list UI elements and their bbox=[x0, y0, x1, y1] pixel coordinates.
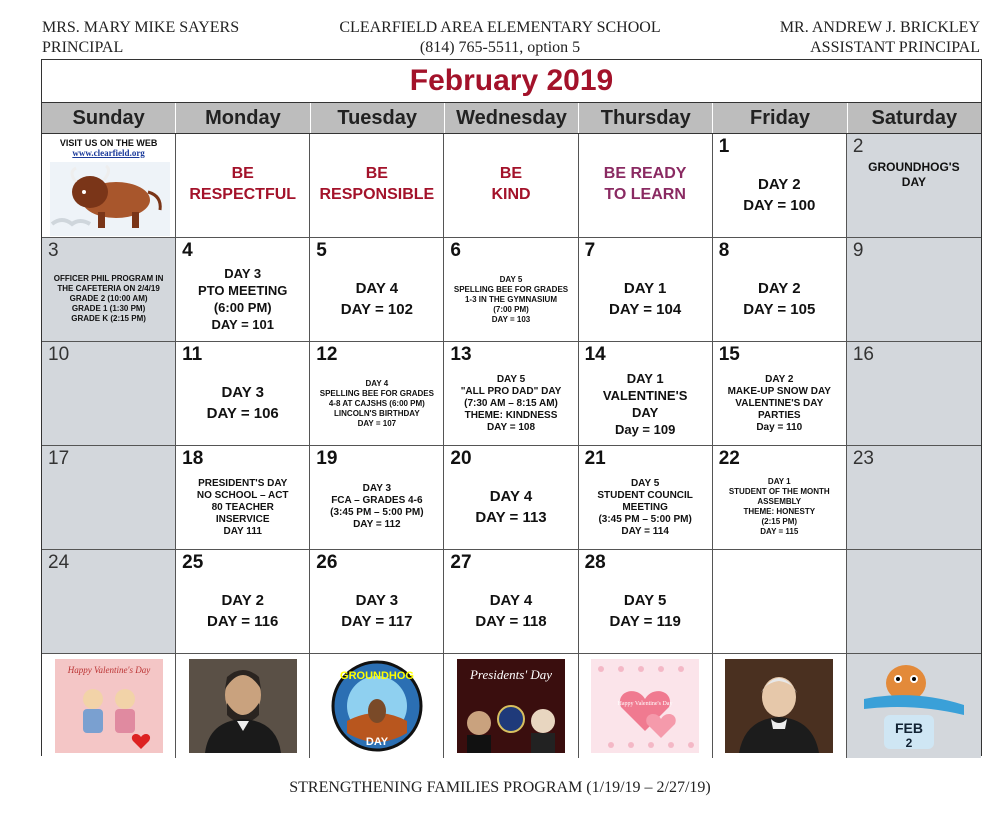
feb-sign-number: 2 bbox=[905, 736, 913, 750]
event-line: THEME: KINDNESS bbox=[464, 409, 558, 421]
day-number: 4 bbox=[182, 240, 193, 261]
day-number: 14 bbox=[584, 344, 606, 365]
event-line: Day = 109 bbox=[614, 421, 676, 437]
day-number: 9 bbox=[852, 240, 864, 261]
day-number: 1 bbox=[718, 136, 730, 157]
event-line: "ALL PRO DAD" DAY bbox=[460, 385, 562, 397]
day-cell-value-responsible bbox=[310, 134, 444, 238]
event-line: DAY 3 bbox=[355, 591, 399, 609]
day-number: 13 bbox=[450, 344, 472, 365]
day-number: 15 bbox=[718, 344, 740, 365]
day-number: 27 bbox=[450, 552, 472, 573]
day-number: 21 bbox=[584, 448, 606, 469]
event-line: DAY = 107 bbox=[357, 418, 397, 428]
web-label: VISIT US ON THE WEB bbox=[59, 138, 158, 148]
event-line: DAY = 116 bbox=[207, 612, 279, 630]
day-number: 24 bbox=[48, 552, 70, 573]
event-line: DAY 3 bbox=[221, 383, 264, 401]
day-number: 8 bbox=[718, 240, 730, 261]
day-cell-28 bbox=[579, 550, 713, 654]
day-cell-6 bbox=[444, 238, 578, 342]
heart-picture-text: Happy Valentine's Day bbox=[617, 701, 673, 707]
day-cell-25 bbox=[176, 550, 310, 654]
event-line: (3:45 PM – 5:00 PM) bbox=[598, 513, 692, 525]
assistant-principal-role: ASSISTANT PRINCIPAL bbox=[810, 39, 980, 56]
day-cell-15 bbox=[713, 342, 847, 446]
event-line: 80 TEACHER bbox=[211, 501, 274, 513]
event-line: STUDENT OF THE MONTH bbox=[728, 486, 830, 496]
event-line: GRADE K (2:15 PM) bbox=[71, 313, 146, 323]
presidents-day-picture bbox=[457, 659, 565, 753]
event-line: MEETING bbox=[622, 501, 668, 513]
empty-cell bbox=[713, 550, 847, 654]
weekday-tuesday: Tuesday bbox=[311, 103, 445, 133]
event-line: 1-3 IN THE GYMNASIUM bbox=[464, 294, 557, 304]
picture-cell bbox=[176, 654, 310, 758]
day-cell-value-ready bbox=[579, 134, 713, 238]
assistant-principal-name: MR. ANDREW J. BRICKLEY bbox=[779, 19, 980, 36]
day-number: 12 bbox=[316, 344, 338, 365]
event-line: DAY 3 bbox=[362, 482, 392, 494]
event-line: DAY = 102 bbox=[340, 300, 413, 318]
event-line: DAY 4 bbox=[489, 487, 533, 505]
day-cell-10 bbox=[42, 342, 176, 446]
event-line: GRADE 1 (1:30 PM) bbox=[71, 303, 146, 313]
picture-cell bbox=[444, 654, 578, 758]
event-line: DAY bbox=[632, 404, 659, 420]
event-line: Day = 110 bbox=[756, 421, 803, 433]
weekday-saturday: Saturday bbox=[848, 103, 981, 133]
weekday-friday: Friday bbox=[713, 103, 847, 133]
event-line: DAY 5 bbox=[496, 373, 526, 385]
day-cell-14 bbox=[579, 342, 713, 446]
day-number: 26 bbox=[316, 552, 338, 573]
value-line: BE READY bbox=[603, 164, 687, 182]
event-line: DAY = 114 bbox=[621, 525, 669, 537]
day-number: 20 bbox=[450, 448, 472, 469]
weekday-header bbox=[42, 103, 981, 134]
day-number: 5 bbox=[316, 240, 327, 261]
assistant-principal-block bbox=[780, 18, 980, 58]
calendar-grid bbox=[42, 134, 981, 654]
day-number: 3 bbox=[48, 240, 59, 261]
day-cell-3 bbox=[42, 238, 176, 342]
day-number: 2 bbox=[852, 136, 864, 157]
day-cell-9 bbox=[847, 238, 981, 342]
picture-row bbox=[42, 654, 981, 758]
event-line: VALENTINE'S DAY bbox=[735, 397, 824, 409]
day-cell-18 bbox=[176, 446, 310, 550]
web-link[interactable]: www.clearfield.org bbox=[72, 148, 145, 158]
valentine-picture-text: Happy Valentine's Day bbox=[67, 665, 150, 675]
event-line: DAY = 106 bbox=[206, 404, 279, 422]
day-cell-11 bbox=[176, 342, 310, 446]
event-line: DAY 5 bbox=[630, 477, 660, 489]
event-line: LINCOLN'S BIRTHDAY bbox=[334, 408, 420, 418]
value-line: RESPONSIBLE bbox=[319, 185, 435, 203]
event-line: DAY 2 bbox=[758, 279, 801, 297]
event-line: DAY = 115 bbox=[760, 526, 799, 536]
weekday-thursday: Thursday bbox=[579, 103, 713, 133]
event-line: DAY = 100 bbox=[743, 196, 816, 214]
event-line: PRESIDENT'S DAY bbox=[198, 477, 288, 489]
value-line: TO LEARN bbox=[604, 185, 686, 203]
day-number: 25 bbox=[182, 552, 204, 573]
event-line: DAY = 117 bbox=[341, 612, 413, 630]
event-line: (6:00 PM) bbox=[213, 299, 272, 315]
groundhog-badge-top: GROUNDHOG bbox=[339, 670, 414, 682]
day-cell-13 bbox=[444, 342, 578, 446]
day-cell-value-respectful bbox=[176, 134, 310, 238]
principal-name: MRS. MARY MIKE SAYERS bbox=[42, 19, 240, 36]
event-line: DAY = 113 bbox=[475, 508, 547, 526]
event-line: DAY = 112 bbox=[353, 518, 401, 530]
value-line: BE bbox=[231, 164, 254, 182]
event-line: DAY 3 bbox=[224, 265, 262, 281]
event-line: THEME: HONESTY bbox=[743, 506, 816, 516]
event-line: (7:30 AM – 8:15 AM) bbox=[464, 397, 558, 409]
day-number: 10 bbox=[48, 344, 70, 365]
valentine-children-picture bbox=[55, 659, 163, 753]
event-line: DAY = 108 bbox=[486, 421, 536, 433]
event-line: GRADE 2 (10:00 AM) bbox=[69, 293, 148, 303]
event-line: PARTIES bbox=[757, 409, 801, 421]
day-number: 7 bbox=[584, 240, 596, 261]
principal-role: PRINCIPAL bbox=[42, 39, 124, 56]
groundhog-badge-bottom: DAY bbox=[365, 736, 388, 748]
event-line: STUDENT COUNCIL bbox=[597, 489, 693, 501]
day-cell-20 bbox=[444, 446, 578, 550]
day-number: 18 bbox=[182, 448, 204, 469]
event-line: DAY 2 bbox=[221, 591, 264, 609]
event-line: DAY = 103 bbox=[491, 314, 531, 324]
value-line: RESPECTFUL bbox=[189, 185, 297, 203]
event-line: SPELLING BEE FOR GRADES bbox=[319, 388, 434, 398]
event-line: ASSEMBLY bbox=[757, 496, 802, 506]
event-line: DAY 4 bbox=[489, 591, 533, 609]
event-line: DAY 2 bbox=[758, 175, 801, 193]
event-line: DAY 2 bbox=[765, 373, 794, 385]
weekday-wednesday: Wednesday bbox=[445, 103, 579, 133]
event-line: INSERVICE bbox=[215, 513, 270, 525]
day-cell-1 bbox=[713, 134, 847, 238]
picture-cell bbox=[713, 654, 847, 758]
day-number: 22 bbox=[718, 448, 740, 469]
day-cell-19 bbox=[310, 446, 444, 550]
day-number: 19 bbox=[316, 448, 338, 469]
day-number: 28 bbox=[584, 552, 606, 573]
day-cell-5 bbox=[310, 238, 444, 342]
weekday-sunday: Sunday bbox=[42, 103, 176, 133]
event-line: THE CAFETERIA ON 2/4/19 bbox=[57, 283, 160, 293]
groundhog-day-badge-icon bbox=[323, 659, 431, 753]
event-line: VALENTINE'S bbox=[602, 387, 688, 403]
web-cell bbox=[42, 134, 176, 238]
event-line: DAY = 119 bbox=[609, 612, 681, 630]
calendar bbox=[41, 59, 982, 756]
day-number: 16 bbox=[852, 344, 874, 365]
event-line: DAY 4 bbox=[355, 279, 399, 297]
event-line: (7:00 PM) bbox=[493, 304, 529, 314]
event-line: (3:45 PM – 5:00 PM) bbox=[330, 506, 424, 518]
groundhog-feb-2-picture bbox=[860, 659, 968, 753]
day-cell-8 bbox=[713, 238, 847, 342]
event-line: FCA – GRADES 4-6 bbox=[331, 494, 423, 506]
event-line: DAY = 118 bbox=[475, 612, 547, 630]
event-line: (2:15 PM) bbox=[761, 516, 798, 526]
day-number: 11 bbox=[182, 344, 203, 365]
day-cell-21 bbox=[579, 446, 713, 550]
day-cell-16 bbox=[847, 342, 981, 446]
day-cell-22 bbox=[713, 446, 847, 550]
picture-cell bbox=[847, 654, 981, 758]
event-line: DAY = 104 bbox=[609, 300, 682, 318]
event-line: DAY 4 bbox=[365, 378, 389, 388]
day-number: 6 bbox=[450, 240, 461, 261]
picture-cell bbox=[310, 654, 444, 758]
value-line: BE bbox=[365, 164, 388, 182]
bison-mascot-icon bbox=[50, 162, 170, 236]
day-cell-23 bbox=[847, 446, 981, 550]
day-cell-27 bbox=[444, 550, 578, 654]
picture-cell bbox=[42, 654, 176, 758]
day-cell-value-kind bbox=[444, 134, 578, 238]
event-line: DAY 5 bbox=[499, 274, 523, 284]
event-line: NO SCHOOL – ACT bbox=[196, 489, 289, 501]
day-cell-4 bbox=[176, 238, 310, 342]
day-cell-12 bbox=[310, 342, 444, 446]
value-line: KIND bbox=[491, 185, 531, 203]
school-name: CLEARFIELD AREA ELEMENTARY SCHOOL bbox=[339, 19, 661, 36]
footer-program: STRENGTHENING FAMILIES PROGRAM (1/19/19 – 2/27/19) bbox=[289, 779, 711, 796]
event-line: DAY = 105 bbox=[743, 300, 816, 318]
event-line: PTO MEETING bbox=[198, 282, 288, 298]
washington-portrait-picture bbox=[725, 659, 833, 753]
school-phone: (814) 765-5511, option 5 bbox=[419, 39, 581, 56]
day-number: 23 bbox=[852, 448, 874, 469]
valentine-hearts-picture bbox=[591, 659, 699, 753]
day-cell-17 bbox=[42, 446, 176, 550]
day-cell-2 bbox=[847, 134, 981, 238]
event-line: 4-8 AT CAJSHS (6:00 PM) bbox=[328, 398, 425, 408]
event-line: OFFICER PHIL PROGRAM IN bbox=[53, 273, 164, 283]
day-cell-7 bbox=[579, 238, 713, 342]
value-line: BE bbox=[499, 164, 523, 182]
day-cell-26 bbox=[310, 550, 444, 654]
event-line: DAY bbox=[901, 175, 927, 189]
event-line: DAY 111 bbox=[223, 525, 262, 537]
day-cell-24 bbox=[42, 550, 176, 654]
day-number: 17 bbox=[48, 448, 70, 469]
lincoln-portrait-picture bbox=[189, 659, 297, 753]
event-line: DAY 1 bbox=[623, 279, 667, 297]
calendar-title: February 2019 bbox=[42, 60, 981, 103]
empty-cell bbox=[847, 550, 981, 654]
weekday-monday: Monday bbox=[176, 103, 310, 133]
event-line: MAKE-UP SNOW DAY bbox=[727, 385, 831, 397]
presidents-day-text: Presidents' Day bbox=[469, 667, 553, 682]
event-line: DAY 1 bbox=[767, 476, 791, 486]
event-line: DAY 1 bbox=[626, 370, 664, 386]
event-line: DAY 5 bbox=[623, 591, 667, 609]
event-line: DAY = 101 bbox=[211, 316, 274, 332]
event-line: GROUNDHOG'S bbox=[868, 160, 960, 174]
event-line: SPELLING BEE FOR GRADES bbox=[453, 284, 569, 294]
picture-cell bbox=[579, 654, 713, 758]
feb-sign-text: FEB bbox=[894, 720, 923, 736]
